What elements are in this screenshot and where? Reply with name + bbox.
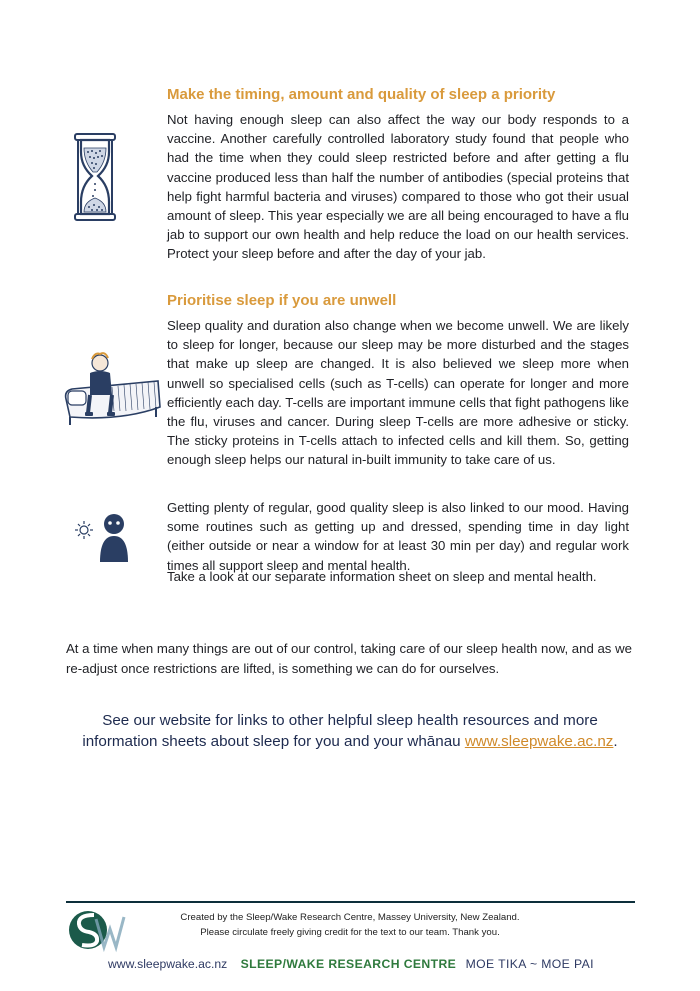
section-body-sleep-priority: Not having enough sleep can also affect the way our body responds to a vaccine. Another carefully controlled laboratory study found that people who had the time when they could sleep restricted before and after getting a flu vaccine produced less than half the number of antibodies (special proteins that help fight harmful bacteria and viruses) compared to those who got their usual amount of sleep. This year especially we are all being encouraged to have a flu jab to support our own health and help reduce the load on our health services. Protect your sleep before and after the day of your jab. — [167, 112, 629, 262]
footer-website[interactable]: www.sleepwake.ac.nz — [108, 957, 228, 971]
hourglass-illustration — [72, 132, 118, 222]
section-body-unwell: Sleep quality and duration also change when we become unwell. We are likely to sleep for longer, because our sleep may be more disturbed and the stages that make up sleep are changed. It is also believed we sleep more when unwell so specialised cells (such as T-cells) can operate for longer and more efficiently each day. T-cells are important immune cells that fight pathogens like the flu, viruses and cancer. During sleep T-cells are more adhesive or sticky. The sticky proteins in T-cells attach to infected cells and kill them. So, getting enough sleep helps our natural in-built immunity to take care of us. — [167, 318, 629, 468]
footer-credit-line1: Created by the Sleep/Wake Research Centre, Massey University, New Zealand. — [180, 912, 520, 923]
sun-and-person-illustration — [74, 510, 132, 564]
callout-line2: information sheets about sleep for you and your whānau — [82, 733, 461, 750]
mood-paragraph: Getting plenty of regular, good quality sleep is also linked to our mood. Having some routines such as getting up and dressed, spending time in day light (either outside or near a window for at least 30 min per day) and regular work times all support sleep and mental health. — [167, 500, 629, 573]
sleepwake-logo — [66, 907, 126, 953]
website-link[interactable]: www.sleepwake.ac.nz — [464, 733, 614, 750]
mental-health-sheet-note: Take a look at our separate information sheet on sleep and mental health. — [167, 569, 597, 584]
section-heading-unwell: Prioritise sleep if you are unwell — [167, 292, 397, 309]
footer-divider — [66, 901, 635, 903]
website-callout — [60, 710, 640, 752]
section-heading-sleep-priority: Make the timing, amount and quality of sleep a priority — [167, 86, 556, 103]
footer-bar — [108, 957, 594, 971]
callout-trailing: . — [613, 733, 618, 750]
footer-credit-line2: Please circulate freely giving credit for the text to our team. Thank you. — [200, 927, 500, 938]
closing-paragraph: At a time when many things are out of our control, taking care of our sleep health now, and as we re-adjust once restrictions are lifted, is something we can do for ourselves. — [66, 641, 632, 676]
footer-motto: MOE TIKA ~ MOE PAI — [465, 957, 594, 971]
callout-line1: See our website for links to other helpful sleep health resources and more — [102, 712, 598, 729]
sick-person-in-bed-illustration — [62, 351, 162, 429]
footer-centre-name: SLEEP/WAKE RESEARCH CENTRE — [240, 957, 457, 971]
